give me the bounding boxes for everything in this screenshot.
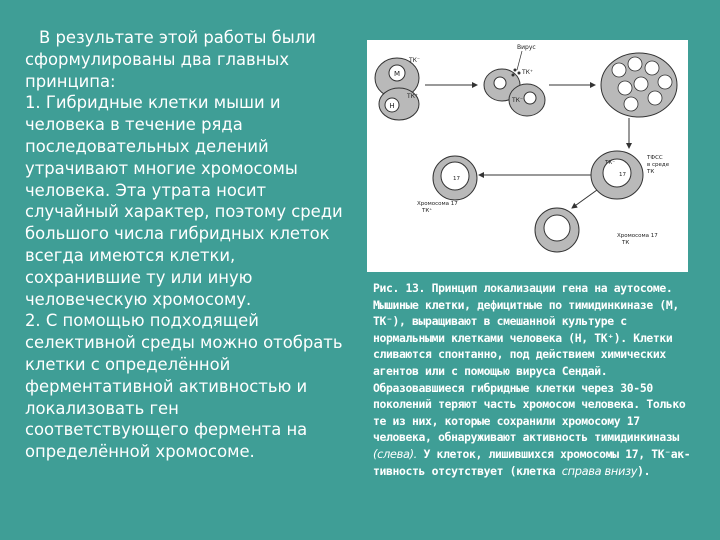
main-text-block [25, 27, 347, 463]
virus-fusion-cells [484, 44, 545, 116]
human-cell [379, 88, 419, 120]
figure-diagram [367, 40, 688, 272]
medium-label-3: ТК [647, 169, 655, 175]
caption-text [373, 280, 703, 479]
cell-hybridization-figure [367, 40, 688, 272]
caption-part-3: ). [637, 463, 651, 478]
medium-label: ТФСС [647, 155, 663, 161]
bottom-cell-note-1: Хромосома 17 [617, 233, 658, 239]
caption-part-1: Рис. 13. Принцип локализации гена на аутосоме. Мышиные клетки, дефицитные по тимидинкиназе (М, ТК⁻), выращивают в смешанной культуре с нормальными клетками человека (Н, ТК⁺). Клетки сливаются спонтанно, под действием химических агентов или с помощью вируса Сендай. Образовавшиеся гибридные клетки через 30-50 поколений теряют часть хромосом человека. Только те из них, которые сохранили хромосому 17 человека, обнаруживают активность тимидинкиназы [373, 281, 686, 445]
tk-minus-label-2: ТК⁻ [512, 97, 524, 104]
human-label: Н [389, 102, 395, 110]
chromosome-17-label-1: 17 [619, 172, 626, 178]
caption-italic-1: (слева). [373, 446, 417, 461]
principle-1-paragraph: 1. Гибридные клетки мыши и человека в течение ряда последовательных делений утрачивают многие хромосомы человека. Эта утрата носит случайный характер, поэтому среди большого числа гибридных клеток всегда имеются клетки, сохранившие ту или иную человеческую хромосому. [25, 93, 343, 309]
bottom-result-cell [535, 208, 658, 252]
tk-minus-label-1: ТК⁻ [409, 57, 421, 64]
caption-italic-2: справа внизу [561, 463, 638, 478]
left-cell-note-1: Хромосома 17 [417, 201, 458, 207]
figure-caption [373, 280, 703, 479]
left-cell-note-2: ТК⁺ [422, 208, 433, 214]
tk-plus-label-1: ТК⁺ [407, 93, 419, 100]
left-result-cell [417, 156, 477, 214]
fused-cell-cluster [601, 53, 677, 117]
chromosome-17-label-2: 17 [453, 176, 460, 182]
virus-label: Вирус [517, 44, 536, 51]
tk-minus-label-3: ТК⁻ [605, 160, 616, 166]
mouse-label: М [393, 70, 401, 78]
bottom-cell-note-2: ТК [622, 240, 630, 246]
caption-part-2: У клеток, лишившихся хромосомы 17, ТК⁻активность отсутствует (клетка [373, 446, 691, 478]
hybrid-cell [591, 151, 670, 199]
tk-plus-label-2: ТК⁺ [522, 69, 534, 76]
medium-label-2: в среде [647, 162, 670, 168]
intro-paragraph: В результате этой работы были сформулированы два главных принципа: [25, 28, 316, 91]
principle-2-paragraph: 2. С помощью подходящей селективной среды можно отобрать клетки с определённой ферментативной активностью и локализовать ген соответствующего фермента на определённой хромосоме. [25, 311, 343, 462]
